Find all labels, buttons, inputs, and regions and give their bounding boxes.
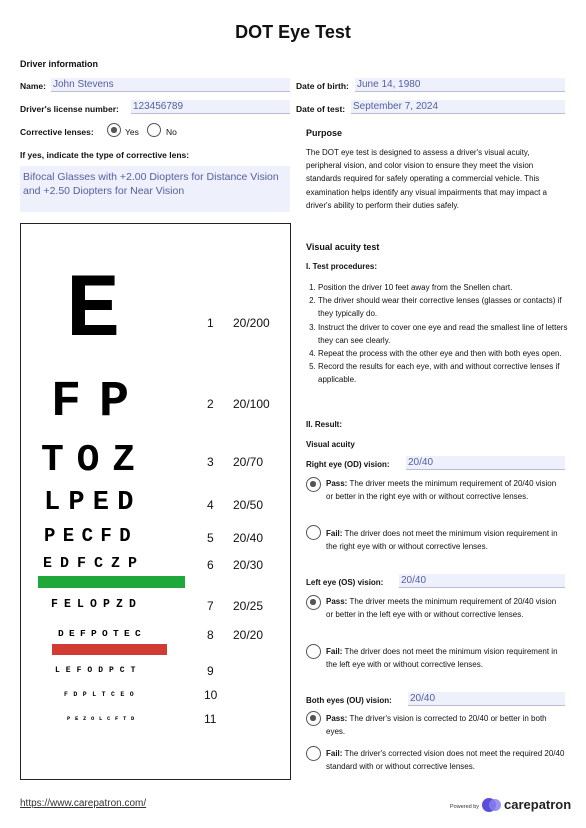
lenses-yes-radio[interactable] [107,123,121,142]
pass-label: Pass: [326,597,348,606]
left-eye-fail-text [326,645,564,672]
radio-checked-icon [107,123,121,137]
snellen-row-7-acuity: 20/25 [233,599,264,613]
procedure-steps [306,281,578,387]
left-eye-fail-radio[interactable] [306,644,321,664]
snellen-row-2-letters: F P [51,374,124,431]
name-field[interactable]: John Stevens [51,78,290,92]
visual-acuity-label: Visual acuity [306,440,355,449]
lenses-no-radio[interactable] [147,123,161,142]
snellen-row-6-letters: E D F C Z P [43,555,137,572]
both-eyes-pass-text [326,712,566,739]
snellen-row-1-acuity: 20/200 [233,316,270,330]
radio-unchecked-icon [306,525,321,540]
footer-link[interactable]: https://www.carepatron.com/ [20,798,147,809]
powered-by-text: Powered by [450,804,480,810]
snellen-row-11-number: 11 [204,712,217,726]
right-eye-fail-text [326,527,564,554]
procedure-step: 1. Position the driver 10 feet away from the Snellen chart. [318,281,578,294]
snellen-row-4-acuity: 20/50 [233,498,264,512]
snellen-row-4-letters: L P E D [44,488,130,518]
yes-label: Yes [125,127,139,137]
name-label: Name: [20,81,46,91]
snellen-row-5-acuity: 20/40 [233,531,264,545]
fail-description: The driver does not meet the minimum vision requirement in the left eye with or without corrective lenses. [326,647,558,670]
dob-label: Date of birth: [296,81,349,91]
both-eyes-fail-text [326,747,566,774]
left-eye-pass-text [326,595,564,622]
purpose-heading: Purpose [306,128,343,138]
snellen-row-7-letters: F E L O P Z D [51,598,136,611]
radio-unchecked-icon [306,746,321,761]
right-eye-pass-text [326,477,564,504]
purpose-text: The DOT eye test is designed to assess a driver's visual acuity, peripheral vision, and color vision to ensure they meet the vision standards required for safely operating a commercial vehicle. This examination helps identify any visual impairments that may impact a driver's ability to perform their duties safely. [306,148,547,210]
no-label: No [166,127,177,137]
snellen-row-6-number: 6 [207,558,214,572]
procedure-step: 2. The driver should wear their corrective lenses (glasses or contacts) if they typically do. [318,294,578,320]
both-eyes-field[interactable]: 20/40 [408,692,565,706]
snellen-row-4-number: 4 [207,498,214,512]
fail-description: The driver's corrected vision does not meet the required 20/40 standard with or without corrective lenses. [326,749,565,772]
procedures-heading: I. Test procedures: [306,262,377,271]
right-eye-pass-radio[interactable] [306,477,321,497]
snellen-row-8-number: 8 [207,628,214,642]
radio-unchecked-icon [147,123,161,137]
fail-label: Fail: [326,529,343,538]
snellen-row-3-acuity: 20/70 [233,455,264,469]
fail-description: The driver does not meet the minimum vision requirement in the right eye with or without corrective lenses. [326,529,558,552]
pass-label: Pass: [326,714,348,723]
fail-label: Fail: [326,647,343,656]
left-eye-label: Left eye (OS) vision: [306,578,384,587]
test-date-field[interactable]: September 7, 2024 [351,100,565,114]
snellen-row-2-number: 2 [207,397,214,411]
brand-name: carepatron [504,797,572,812]
fail-label: Fail: [326,749,343,758]
dob-field[interactable]: June 14, 1980 [355,78,565,92]
snellen-row-8-letters: D E F P O T E C [58,628,141,639]
radio-checked-icon [306,477,321,492]
snellen-row-1-number: 1 [207,316,214,330]
procedure-step: 5. Record the results for each eye, with and without corrective lenses if applicable. [318,360,578,386]
right-eye-field[interactable]: 20/40 [406,456,565,470]
license-field[interactable]: 123456789 [131,100,290,114]
pass-description: The driver meets the minimum requirement of 20/40 vision or better in the right eye with or without corrective lenses. [326,479,557,502]
right-eye-fail-radio[interactable] [306,525,321,545]
test-date-label: Date of test: [296,104,346,114]
snellen-row-8-acuity: 20/20 [233,628,264,642]
both-eyes-fail-radio[interactable] [306,746,321,766]
snellen-row-3-number: 3 [207,455,214,469]
red-line-bar [52,644,167,655]
both-eyes-label: Both eyes (OU) vision: [306,696,392,705]
license-label: Driver's license number: [20,104,119,114]
snellen-row-2-acuity: 20/100 [233,397,270,411]
right-eye-label: Right eye (OD) vision: [306,460,390,469]
left-eye-pass-radio[interactable] [306,595,321,615]
snellen-row-11-letters: P E Z O L C F T D [67,715,136,722]
radio-checked-icon [306,711,321,726]
snellen-row-6-acuity: 20/30 [233,558,264,572]
green-line-bar [38,576,185,588]
lens-type-label: If yes, indicate the type of corrective lens: [20,150,190,160]
both-eyes-pass-radio[interactable] [306,711,321,731]
left-eye-field[interactable]: 20/40 [399,574,565,588]
snellen-row-9-letters: L E F O D P C T [55,666,137,675]
snellen-row-10-letters: F D P L T C E O [64,691,135,698]
carepatron-logo-icon [482,796,502,814]
snellen-row-5-letters: P E C F D [44,525,129,547]
snellen-row-9-number: 9 [207,664,214,678]
lens-type-field[interactable]: Bifocal Glasses with +2.00 Diopters for Distance Vision and +2.50 Diopters for Near Vision [20,166,290,212]
procedure-step: 4. Repeat the process with the other eye and then with both eyes open. [318,347,578,360]
lenses-label: Corrective lenses: [20,127,94,137]
visual-acuity-heading: Visual acuity test [306,242,380,252]
snellen-row-5-number: 5 [207,531,214,545]
pass-label: Pass: [326,479,348,488]
snellen-row-3-letters: T O Z [41,439,131,482]
pass-description: The driver's vision is corrected to 20/40 or better in both eyes. [326,714,547,737]
procedure-step: 3. Instruct the driver to cover one eye and read the smallest line of letters they can see clearly. [318,321,578,347]
snellen-row-1-letters: E [66,261,121,363]
driver-info-heading: Driver information [20,59,99,69]
radio-checked-icon [306,595,321,610]
snellen-row-7-number: 7 [207,599,214,613]
pass-description: The driver meets the minimum requirement of 20/40 vision or better in the left eye with or without corrective lenses. [326,597,557,620]
radio-unchecked-icon [306,644,321,659]
page-title: DOT Eye Test [235,22,351,42]
snellen-row-10-number: 10 [204,688,218,702]
result-heading: II. Result: [306,420,343,429]
